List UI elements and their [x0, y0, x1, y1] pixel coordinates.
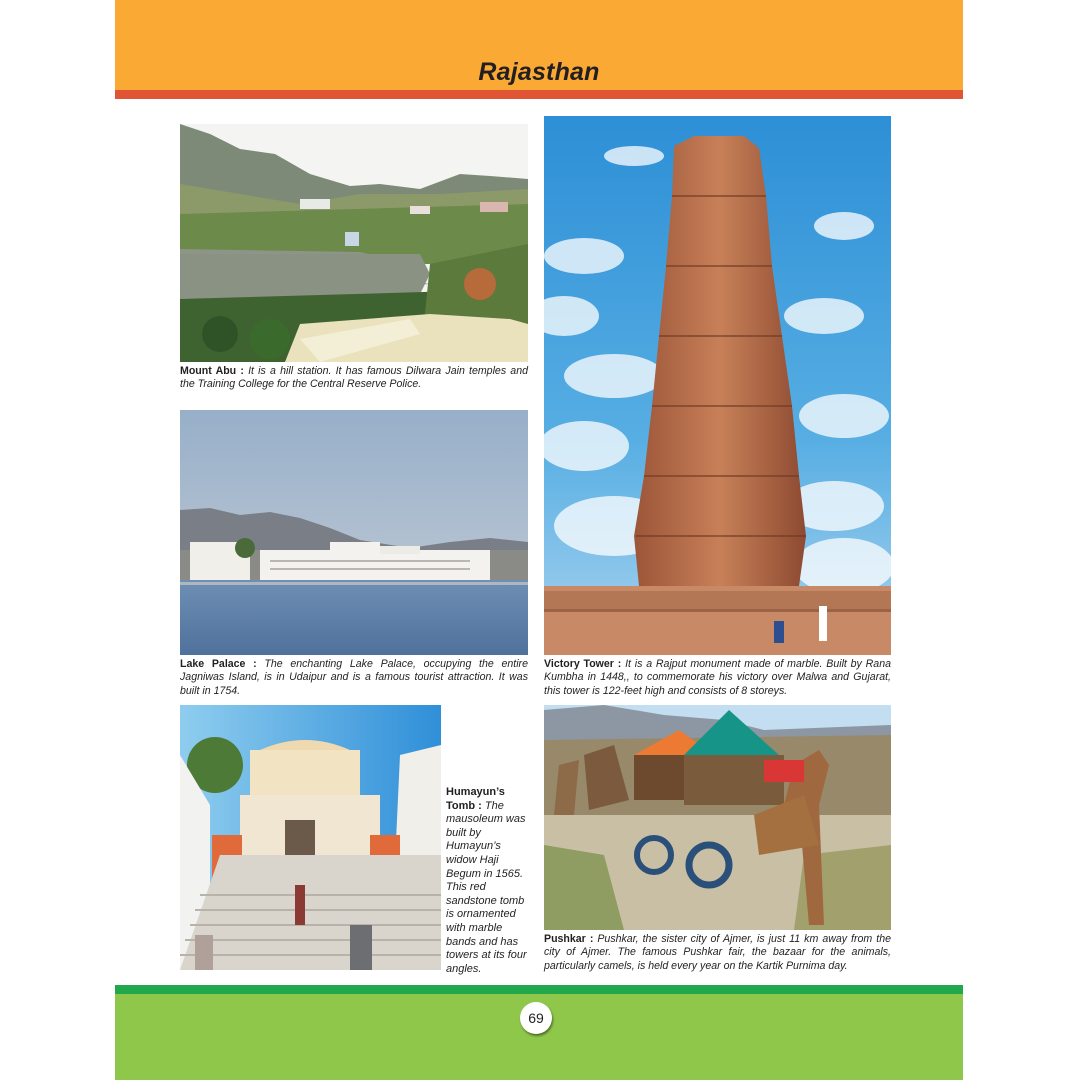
page-number: 69 — [520, 1002, 552, 1034]
mount-abu-photo — [180, 124, 528, 362]
caption-mount-abu — [180, 365, 528, 392]
page-title: Rajasthan — [478, 58, 600, 86]
caption-title: Humayun’s Tomb : — [446, 786, 505, 812]
caption-text: The enchanting Lake Palace, occupying the entire Jagniwas Island, is in Udaipur and is a famous tourist attraction. It was built in 1754. — [180, 658, 528, 697]
book-page — [115, 0, 965, 1080]
caption-text: It is a hill station. It has famous Dilwara Jain temples and the Training College for the Central Reserve Police. — [180, 365, 528, 391]
header-stripe — [115, 90, 963, 99]
lake-palace-photo — [180, 410, 528, 655]
caption-victory-tower — [544, 658, 891, 698]
caption-title: Pushkar : — [544, 933, 594, 945]
caption-pushkar — [544, 933, 891, 973]
caption-title: Lake Palace : — [180, 658, 257, 670]
caption-title: Victory Tower : — [544, 658, 622, 670]
caption-lake-palace — [180, 658, 528, 698]
caption-text: Pushkar, the sister city of Ajmer, is just 11 km away from the city of Ajmer. The famous Pushkar fair, the bazaar for the animals, particularly camels, is held every year on the Kartik Purnima day. — [544, 933, 891, 972]
caption-text: It is a Rajput monument made of marble. Built by Rana Kumbha in 1448,, to commemorate his victory over Malwa and Gujarat, this tower is 122-feet high and consists of 8 storeys. — [544, 658, 891, 697]
footer-stripe — [115, 985, 963, 994]
caption-title: Mount Abu : — [180, 365, 244, 377]
humayuns-tomb-photo — [180, 705, 441, 970]
caption-humayuns-tomb — [446, 786, 531, 976]
caption-text: The mausoleum was built by Humayun’s widow Haji Begum in 1565. This red sandstone tomb is ornamented with marble bands and has towers at its four angles. — [446, 799, 527, 975]
victory-tower-photo — [544, 116, 891, 655]
pushkar-photo — [544, 705, 891, 930]
